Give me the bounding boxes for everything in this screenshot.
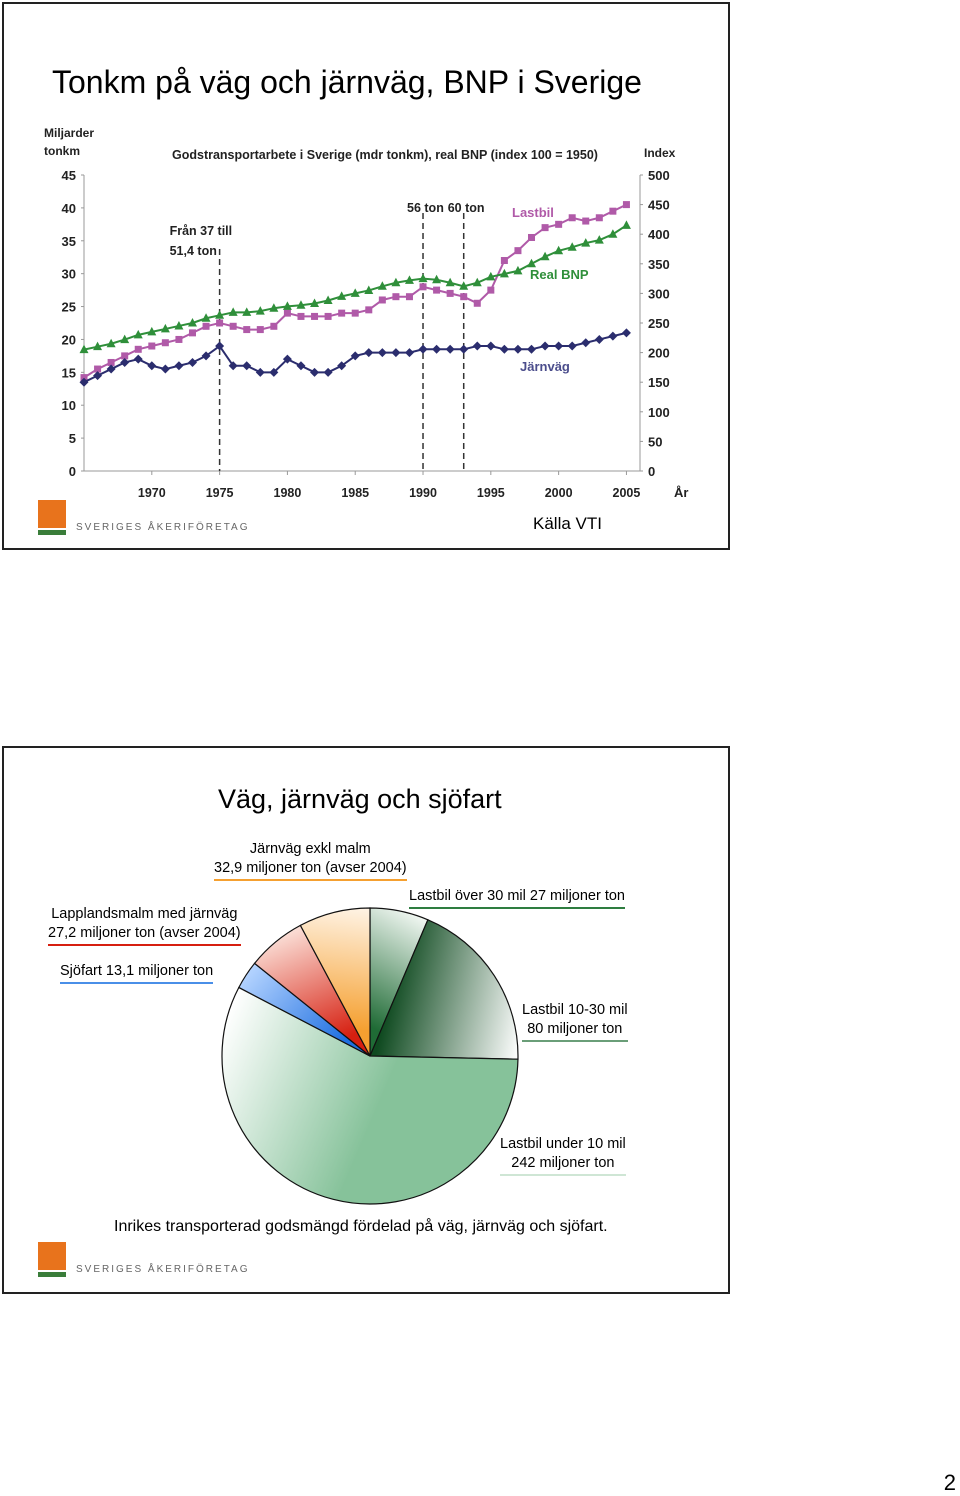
label-lapp-line1: Lapplandsmalm med järnväg bbox=[51, 906, 238, 922]
data-point bbox=[379, 296, 386, 303]
y-right-tick-label: 0 bbox=[648, 464, 656, 479]
data-point bbox=[513, 345, 522, 354]
label-lastbil10-line2: 242 miljoner ton bbox=[511, 1155, 615, 1171]
y-right-tick-label: 300 bbox=[648, 286, 670, 302]
label-lapp-line2: 27,2 miljoner ton (avser 2004) bbox=[48, 925, 241, 941]
annotation-text: Från 37 till bbox=[169, 224, 233, 238]
data-point bbox=[364, 348, 373, 357]
data-point bbox=[527, 345, 536, 354]
label-sjofart-text: Sjöfart 13,1 miljoner ton bbox=[60, 963, 214, 979]
data-point bbox=[568, 342, 577, 351]
data-point bbox=[596, 214, 603, 221]
data-point bbox=[406, 293, 413, 300]
chart-series bbox=[80, 201, 631, 387]
y-right-tick-label: 50 bbox=[648, 434, 663, 450]
pie-slices bbox=[222, 908, 518, 1204]
data-point bbox=[581, 338, 590, 347]
chart-annotations bbox=[170, 201, 485, 471]
data-point bbox=[447, 290, 454, 297]
series-label: Lastbil bbox=[512, 205, 554, 220]
data-point bbox=[134, 355, 143, 364]
x-tick-label: 1985 bbox=[341, 486, 370, 500]
source-label: Källa VTI bbox=[533, 514, 602, 533]
label-lastbil1030-line2: 80 miljoner ton bbox=[527, 1021, 623, 1037]
data-point bbox=[433, 287, 440, 294]
data-point bbox=[541, 342, 550, 351]
y-left-tick-label: 10 bbox=[61, 398, 76, 414]
y-right-tick-label: 500 bbox=[648, 168, 670, 183]
data-point bbox=[608, 229, 617, 238]
annotation-text: 56 ton bbox=[407, 201, 444, 215]
data-point bbox=[310, 368, 319, 377]
data-point bbox=[474, 300, 481, 307]
data-point bbox=[473, 342, 482, 351]
y-left-tick-label: 5 bbox=[68, 431, 76, 447]
data-point bbox=[420, 283, 427, 290]
data-point bbox=[514, 247, 521, 254]
data-point bbox=[147, 361, 156, 370]
data-point bbox=[555, 221, 562, 228]
x-tick-label: 1970 bbox=[137, 486, 166, 500]
label-lastbil30-text: Lastbil över 30 mil 27 miljoner ton bbox=[409, 888, 625, 904]
line-chart-svg bbox=[40, 119, 694, 504]
y-left-tick-label: 0 bbox=[68, 464, 76, 479]
data-point bbox=[284, 310, 291, 317]
pie-caption: Inrikes transporterad godsmängd fördelad på väg, järnväg och sjöfart. bbox=[114, 1218, 608, 1235]
data-point bbox=[325, 313, 332, 320]
x-tick-label: 2005 bbox=[612, 486, 641, 500]
data-point bbox=[161, 365, 170, 374]
y-left-tick-label: 25 bbox=[61, 299, 76, 315]
label-lapplandsmalm bbox=[48, 905, 241, 946]
x-axis-label: År bbox=[674, 485, 689, 500]
data-point bbox=[135, 346, 142, 353]
series-label: Real BNP bbox=[530, 267, 589, 282]
data-point bbox=[391, 348, 400, 357]
data-point bbox=[216, 320, 223, 327]
y-right-tick-label: 250 bbox=[648, 316, 670, 331]
slide-title: Tonkm på väg och järnväg, BNP i Sverige bbox=[52, 64, 642, 100]
x-tick-label: 1995 bbox=[476, 486, 505, 500]
data-point bbox=[446, 345, 455, 354]
y-left-label-line1: Miljarder bbox=[44, 126, 95, 140]
data-point bbox=[243, 326, 250, 333]
y-right-tick-label: 100 bbox=[648, 404, 670, 420]
data-point bbox=[338, 310, 345, 317]
y-left-tick-label: 35 bbox=[61, 233, 76, 249]
data-point bbox=[608, 332, 617, 341]
y-right-label: Index bbox=[644, 146, 676, 160]
y-left-tick-label: 30 bbox=[61, 266, 76, 282]
label-lastbil-under-10 bbox=[500, 1135, 626, 1176]
data-point bbox=[230, 323, 237, 330]
data-point bbox=[542, 224, 549, 231]
y-left-label-line2: tonkm bbox=[44, 144, 80, 158]
y-right-tick-label: 450 bbox=[648, 197, 670, 213]
slide-line-chart bbox=[2, 2, 730, 550]
x-tick-label: 1975 bbox=[205, 486, 234, 500]
data-point bbox=[460, 293, 467, 300]
data-point bbox=[297, 313, 304, 320]
label-jarnvag bbox=[214, 840, 407, 881]
data-point bbox=[365, 306, 372, 313]
x-tick-label: 1980 bbox=[273, 486, 302, 500]
y-left-tick-label: 20 bbox=[61, 332, 76, 348]
data-point bbox=[242, 361, 251, 370]
series-label: Järnväg bbox=[520, 359, 570, 374]
data-point bbox=[324, 368, 333, 377]
data-point bbox=[609, 208, 616, 215]
label-lastbil-10-30 bbox=[522, 1001, 628, 1042]
label-lastbil10-line1: Lastbil under 10 mil bbox=[500, 1136, 626, 1152]
label-lastbil1030-line1: Lastbil 10-30 mil bbox=[522, 1002, 628, 1018]
data-point bbox=[622, 220, 631, 229]
annotation-text: 60 ton bbox=[447, 201, 485, 215]
data-point bbox=[459, 345, 468, 354]
logo-text: SVERIGES ÅKERIFÖRETAG bbox=[76, 1264, 250, 1275]
data-point bbox=[419, 345, 428, 354]
line-chart-area bbox=[40, 119, 694, 504]
y-left-tick-label: 15 bbox=[61, 365, 76, 381]
data-point bbox=[188, 358, 197, 367]
label-sjofart bbox=[60, 962, 213, 984]
y-left-tick-label: 40 bbox=[61, 200, 76, 216]
data-point bbox=[405, 348, 414, 357]
data-point bbox=[500, 345, 509, 354]
data-point bbox=[528, 234, 535, 241]
data-point bbox=[311, 313, 318, 320]
label-lastbil-over-30 bbox=[409, 887, 625, 909]
x-tick-label: 1990 bbox=[409, 486, 437, 500]
slide-title: Väg, järnväg och sjöfart bbox=[218, 784, 502, 814]
y-right-tick-label: 400 bbox=[648, 227, 670, 243]
data-point bbox=[622, 328, 631, 337]
data-point bbox=[487, 287, 494, 294]
page-number: 2 bbox=[943, 1470, 956, 1495]
y-left-tick-label: 45 bbox=[61, 168, 76, 183]
data-point bbox=[203, 323, 210, 330]
data-point bbox=[270, 323, 277, 330]
data-point bbox=[501, 257, 508, 264]
data-point bbox=[175, 336, 182, 343]
data-point bbox=[378, 348, 387, 357]
data-point bbox=[162, 339, 169, 346]
label-jarnvag-line2: 32,9 miljoner ton (avser 2004) bbox=[214, 860, 407, 876]
label-jarnvag-line1: Järnväg exkl malm bbox=[249, 841, 371, 857]
data-point bbox=[257, 326, 264, 333]
data-point bbox=[582, 218, 589, 225]
slide-pie-chart bbox=[2, 746, 730, 1294]
data-point bbox=[174, 361, 183, 370]
y-right-tick-label: 350 bbox=[648, 256, 670, 272]
y-right-tick-label: 150 bbox=[648, 375, 670, 391]
data-point bbox=[148, 343, 155, 350]
data-point bbox=[623, 201, 630, 208]
x-tick-label: 2000 bbox=[544, 486, 573, 500]
y-right-tick-label: 200 bbox=[648, 345, 670, 361]
chart-title: Godstransportarbete i Sverige (mdr tonkm), real BNP (index 100 = 1950) bbox=[172, 148, 598, 162]
data-point bbox=[419, 274, 428, 283]
data-point bbox=[554, 342, 563, 351]
data-point bbox=[569, 214, 576, 221]
data-point bbox=[486, 342, 495, 351]
data-point bbox=[189, 329, 196, 336]
data-point bbox=[296, 361, 305, 370]
annotation-text: 51,4 ton bbox=[169, 244, 217, 258]
data-point bbox=[392, 293, 399, 300]
logo-text: SVERIGES ÅKERIFÖRETAG bbox=[76, 522, 250, 533]
data-point bbox=[352, 310, 359, 317]
data-point bbox=[595, 335, 604, 344]
data-point bbox=[432, 345, 441, 354]
data-point bbox=[256, 368, 265, 377]
